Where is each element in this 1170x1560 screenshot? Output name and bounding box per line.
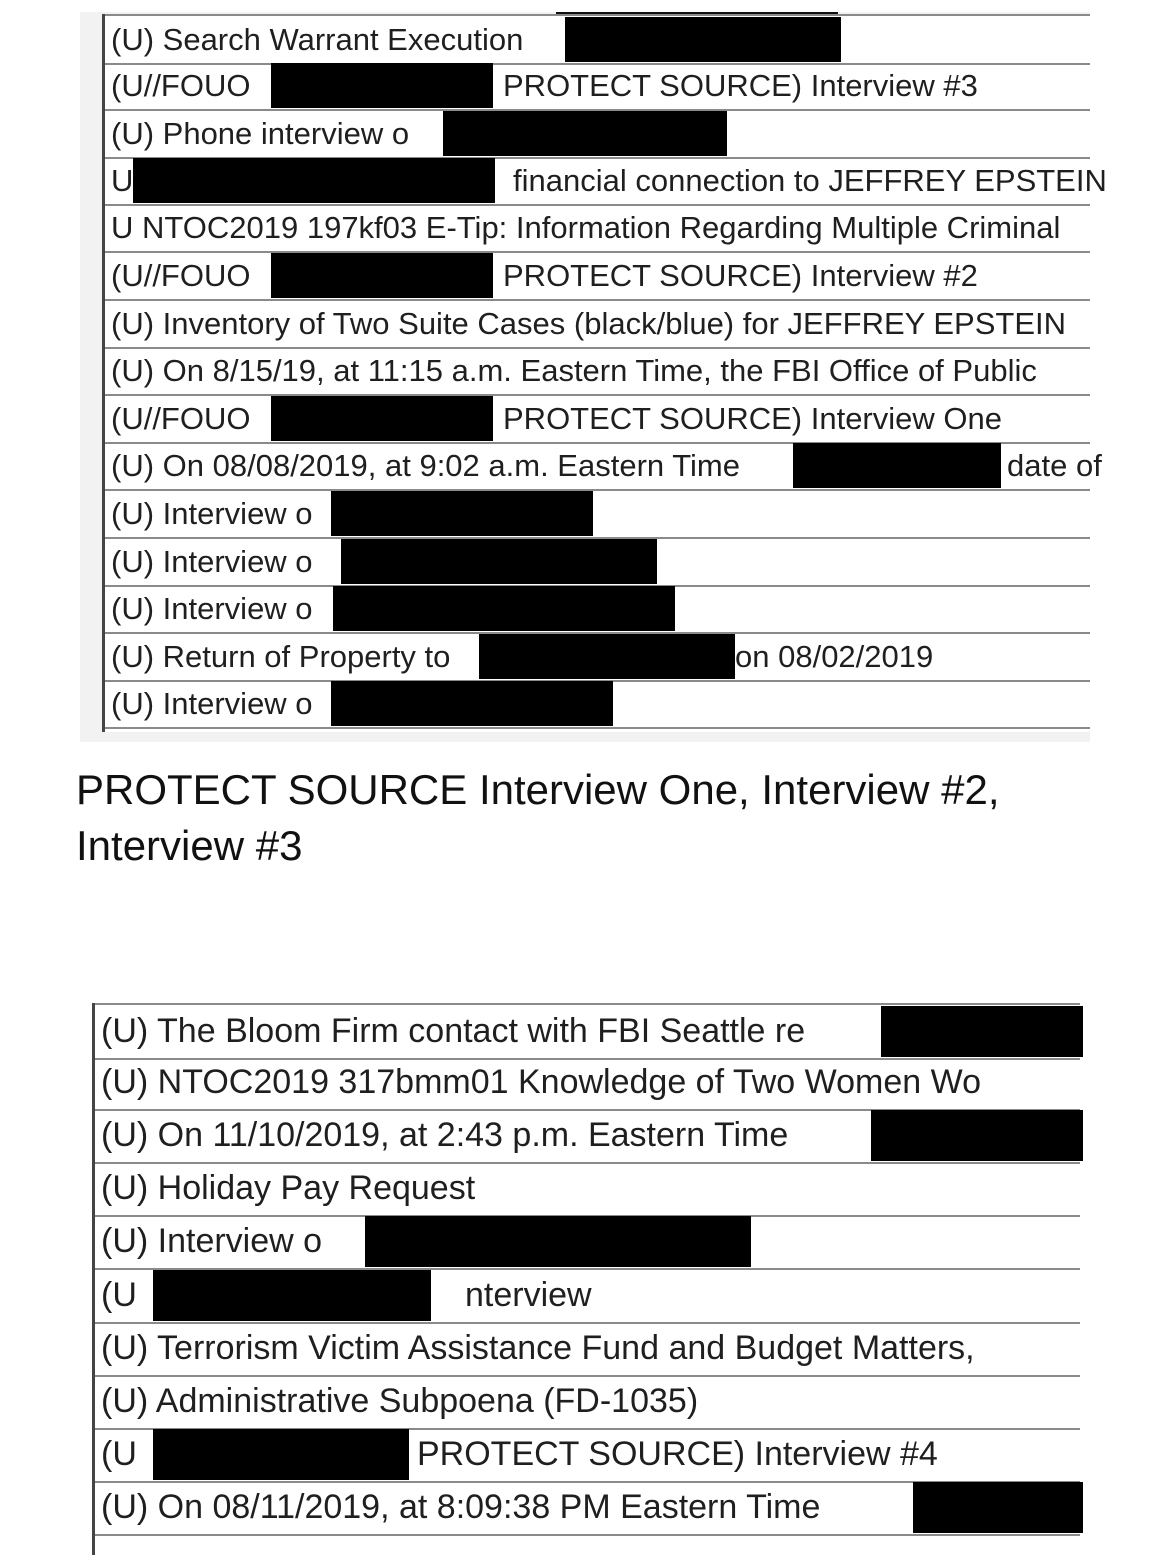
row-text: (U) Interview o — [101, 1222, 323, 1260]
table-row — [105, 585, 1090, 634]
redaction-block — [331, 491, 593, 536]
row-text: PROTECT SOURCE) Interview #4 — [417, 1435, 938, 1473]
row-text: on 08/02/2019 — [735, 639, 934, 674]
table-row — [95, 1481, 1080, 1536]
row-text: (U — [101, 1276, 137, 1314]
redaction-block — [153, 1429, 409, 1480]
table-row — [105, 347, 1090, 396]
row-text: (U) Holiday Pay Request — [101, 1169, 476, 1207]
table-row — [95, 1322, 1080, 1377]
redaction-block — [331, 681, 613, 726]
row-text: (U) On 11/10/2019, at 2:43 p.m. Eastern Time — [101, 1116, 789, 1154]
redaction-block — [333, 586, 675, 631]
row-text: (U — [101, 1435, 137, 1473]
table-row — [95, 1056, 1080, 1111]
table-row — [95, 1215, 1080, 1270]
table-row — [105, 157, 1107, 206]
redaction-block — [793, 443, 1001, 488]
row-text: PROTECT SOURCE) Interview #3 — [503, 68, 978, 103]
table-row — [105, 110, 1090, 159]
redaction-block — [365, 1216, 751, 1267]
redaction-block — [565, 17, 841, 62]
redaction-block — [871, 1110, 1083, 1161]
row-text: (U) Interview o — [111, 591, 313, 626]
row-text: (U) Phone interview o — [111, 116, 410, 151]
table-row — [95, 1162, 1080, 1217]
table-row — [95, 1375, 1080, 1430]
redaction-block — [341, 539, 657, 584]
table-row — [95, 1003, 1080, 1060]
table-body — [92, 1003, 1080, 1555]
row-text: PROTECT SOURCE) Interview One — [503, 401, 1002, 436]
redaction-block — [271, 63, 493, 108]
redaction-block — [271, 253, 493, 298]
table-row — [105, 442, 1102, 491]
row-text: (U) Search Warrant Execution — [111, 22, 524, 57]
row-text: (U) On 08/08/2019, at 9:02 a.m. Eastern Time — [111, 448, 740, 483]
table-row — [105, 395, 1090, 444]
row-text: (U) Administrative Subpoena (FD-1035) — [101, 1382, 699, 1420]
row-text: U — [111, 163, 134, 198]
row-text: (U) Inventory of Two Suite Cases (black/blue) for JEFFREY EPSTEIN — [111, 306, 1067, 341]
row-text: (U//FOUO — [111, 258, 251, 293]
table-row — [105, 490, 1090, 539]
caption: PROTECT SOURCE Interview One, Interview #2, Interview #3 — [76, 766, 1000, 869]
table-row — [105, 538, 1090, 587]
redaction-block — [479, 634, 735, 679]
table-row — [105, 14, 1090, 65]
table-row — [105, 252, 1090, 301]
row-text: U NTOC2019 197kf03 E-Tip: Information Regarding Multiple Criminal — [111, 210, 1061, 245]
redaction-block — [271, 396, 493, 441]
row-text: (U) Interview o — [111, 544, 313, 579]
row-text: (U) Interview o — [111, 496, 313, 531]
table-row — [105, 300, 1090, 349]
row-text: (U) Interview o — [111, 686, 313, 721]
row-text: (U) Terrorism Victim Assistance Fund and Budget Matters, — [101, 1329, 975, 1367]
row-text: (U) The Bloom Firm contact with FBI Seattle re — [101, 1012, 806, 1050]
row-text: (U) On 8/15/19, at 11:15 a.m. Eastern Time, the FBI Office of Public — [111, 353, 1037, 388]
table-row — [95, 1109, 1080, 1164]
document-table-top — [80, 12, 1107, 742]
redaction-block — [153, 1270, 431, 1321]
redaction-block — [913, 1482, 1083, 1533]
row-text: financial connection to JEFFREY EPSTEIN — [513, 163, 1107, 198]
row-text: date of — [1007, 448, 1102, 483]
row-text: PROTECT SOURCE) Interview #2 — [503, 258, 978, 293]
table-row — [105, 62, 1090, 111]
row-text: (U) On 08/11/2019, at 8:09:38 PM Eastern Time — [101, 1488, 821, 1526]
redaction-block — [133, 158, 495, 203]
table-row — [95, 1269, 1080, 1324]
row-text: (U) Return of Property to — [111, 639, 451, 674]
table-row — [95, 1428, 1080, 1483]
row-text: (U//FOUO — [111, 68, 251, 103]
table-row — [105, 204, 1090, 253]
table-row — [105, 633, 1090, 682]
row-text: (U) NTOC2019 317bmm01 Knowledge of Two Women Wo — [101, 1063, 982, 1101]
row-text: (U//FOUO — [111, 401, 251, 436]
table-body — [102, 14, 1107, 732]
document-table-bottom — [92, 995, 1080, 1555]
table-row — [105, 680, 1090, 729]
row-text: nterview — [465, 1276, 592, 1314]
redaction-block — [443, 111, 727, 156]
redaction-block — [881, 1006, 1083, 1057]
